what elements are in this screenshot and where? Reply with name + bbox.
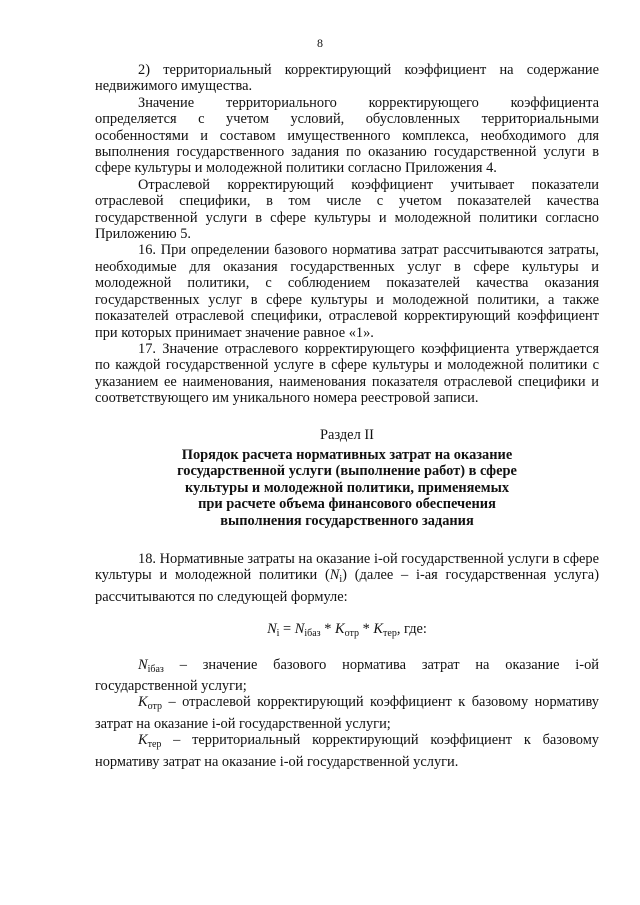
formula-term-sector: K	[335, 621, 345, 638]
definition-territorial-coefficient: $K_{тер}$ – территориальный корректирующий коэффициент к базовому нормативу затрат на оказание i-ой государственной услуги.	[95, 732, 599, 770]
formula-op: *	[359, 621, 374, 638]
section-title-line: выполнения государственного задания	[220, 512, 474, 529]
formula-term-territorial: K	[373, 621, 384, 638]
paragraph-territorial-coefficient: 2) территориальный корректирующий коэффициент на содержание недвижимого имущества.	[95, 62, 599, 95]
formula-term-territorial-sub: тер	[383, 628, 397, 640]
formula-term-sector-sub: отр	[344, 628, 360, 640]
section-title-line: при расчете объема финансового обеспечения	[198, 496, 496, 513]
symbol-ni: $N_i$	[329, 567, 343, 586]
page-number: 8	[317, 36, 323, 50]
formula-eq: =	[279, 621, 295, 638]
formula-op: *	[320, 621, 336, 638]
definition-sector-coefficient: $K_{отр}$ – отраслевой корректирующий коэффициент к базовому нормативу затрат на оказание i-ой государственной услуги;	[95, 694, 599, 732]
formula	[95, 621, 599, 642]
paragraph-18-start: 18. Нормативные затраты на оказание i-ой государственной услуги в сфере культуры и молодежной политики (	[95, 550, 599, 584]
section-title-line: Порядок расчета нормативных затрат на оказание	[181, 446, 513, 463]
formula-lhs: N	[267, 621, 277, 638]
paragraph-16: 16. При определении базового норматива затрат рассчитываются затраты, необходимые для оказания государственных услуг в сфере культуры и молодежной политики, с соблюдением показателей качества оказания государственных услуг в сфере культуры и молодежной политики, а также показателей отраслевой специфики, отраслевой корректирующий коэффициент при которых принимает значение равное «1».	[95, 242, 599, 341]
paragraph-17: 17. Значение отраслевого корректирующего коэффициента утверждается по каждой государственной услуге в сфере культуры и молодежной политики с указанием ее наименования, наименования показателя отраслевой специфики и соответствующего им уникального номера реестровой записи.	[95, 340, 599, 407]
formula-term-base-sub: iбаз	[304, 628, 321, 640]
paragraph-18	[95, 551, 599, 605]
section-title	[95, 447, 599, 529]
paragraph-territorial-value: Значение территориального корректирующего коэффициента определяется с учетом условий, обусловленных территориальными особенностями и составом имущественного комплекса, необходимого для выполнения государственного задания по оказанию государственной услуги в сфере культуры и молодежной политики согласно Приложения 4.	[95, 94, 599, 177]
document-body	[95, 62, 599, 770]
formula-lhs-sub: i	[276, 628, 280, 640]
formula-tail: , где:	[396, 621, 427, 638]
paragraph-sector-coefficient: Отраслевой корректирующий коэффициент учитывает показатели отраслевой специфики, в том числе с учетом показателей качества государственной услуги в сфере культуры и молодежной политики согласно Приложению 5.	[95, 176, 599, 243]
paragraph-18-end: ) (далее – i-ая государственная услуга) рассчитываются по следующей формуле:	[95, 567, 599, 605]
section-title-line: государственной услуги (выполнение работ) в сфере	[177, 463, 517, 480]
section-title-line: культуры и молодежной политики, применяемых	[184, 479, 510, 496]
definition-base-norm: $N_{iбаз}$ – значение базового норматива затрат на оказание i-ой государственной услуги;	[95, 656, 599, 694]
section-label: Раздел II	[320, 426, 374, 443]
formula-term-base: N	[294, 621, 305, 638]
